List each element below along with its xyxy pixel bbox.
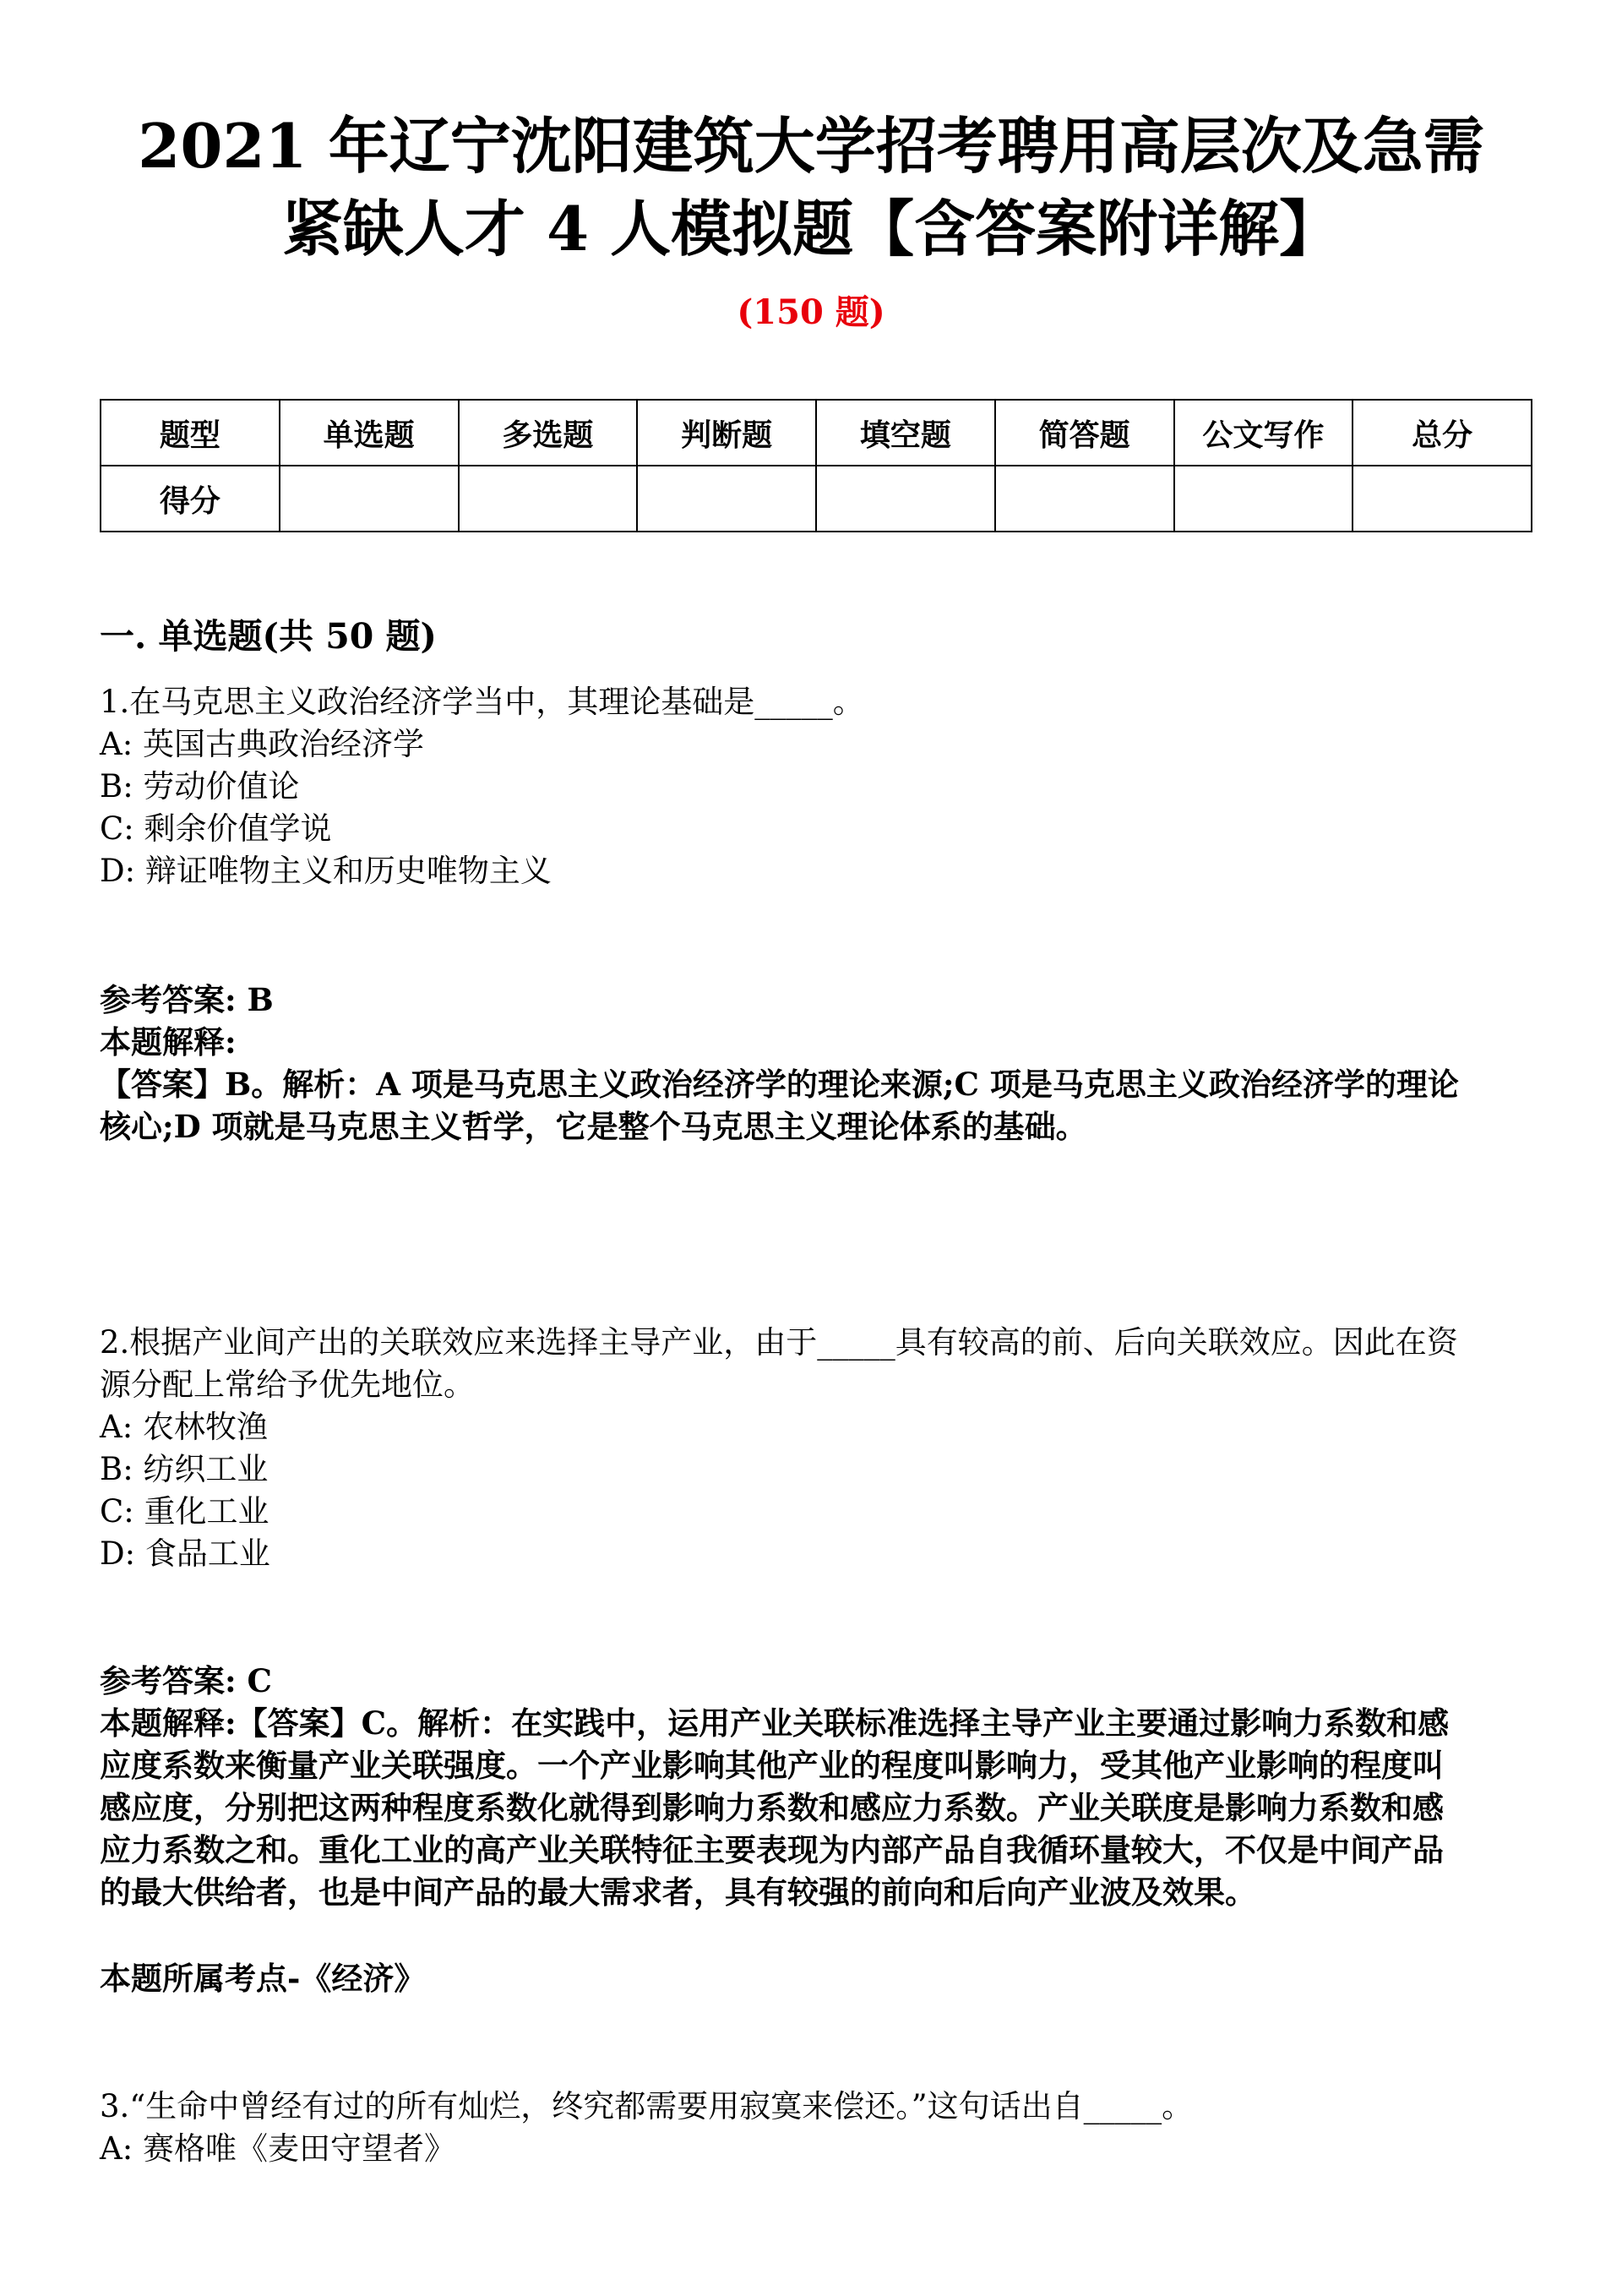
question-3-option-a: A: 赛格唯《麦田守望者》 (100, 2130, 455, 2167)
section-heading: 一. 单选题(共 50 题) (100, 616, 437, 657)
question-1-explanation: 【答案】B。解析：A 项是马克思主义政治经济学的理论来源;C 项是马克思主义政治经济学的理论 (100, 1066, 1459, 1103)
score-cell (995, 466, 1174, 532)
score-table (100, 399, 1532, 532)
question-2-option-d: D: 食品工业 (100, 1535, 270, 1572)
question-2-explanation: 应力系数之和。重化工业的高产业关联特征主要表现为内部产品自我循环量较大，不仅是中间产品 (100, 1831, 1444, 1868)
question-2-explanation: 感应度，分别把这两种程度系数化就得到影响力系数和感应力系数。产业关联度是影响力系数和感 (100, 1789, 1444, 1826)
question-1-option-a: A: 英国古典政治经济学 (100, 726, 424, 762)
question-2-stem: 源分配上常给予优先地位。 (100, 1366, 475, 1403)
question-1-option-c: C: 剩余价值学说 (100, 810, 332, 847)
question-2-explanation: 应度系数来衡量产业关联强度。一个产业影响其他产业的程度叫影响力，受其他产业影响的程度叫 (100, 1747, 1444, 1784)
score-table-header: 单选题 (280, 400, 459, 466)
question-1-option-b: B: 劳动价值论 (100, 768, 300, 804)
score-cell (637, 466, 816, 532)
score-table-header: 总分 (1353, 400, 1532, 466)
score-table-header-row (101, 400, 1532, 466)
question-2-option-b: B: 纺织工业 (100, 1451, 269, 1487)
score-cell (1174, 466, 1353, 532)
score-table-header: 简答题 (995, 400, 1174, 466)
question-1-explanation: 核心;D 项就是马克思主义哲学，它是整个马克思主义理论体系的基础。 (100, 1108, 1087, 1145)
question-2-answer: 参考答案: C (100, 1662, 272, 1699)
score-cell (816, 466, 995, 532)
score-table-header: 公文写作 (1174, 400, 1353, 466)
score-cell (1353, 466, 1532, 532)
document-title-line-2: 紧缺人才 4 人模拟题【含答案附详解】 (281, 193, 1341, 265)
question-count: (150 题) (737, 292, 885, 332)
score-cell (459, 466, 638, 532)
question-2-explanation: 本题解释:【答案】C。解析：在实践中，运用产业关联标准选择主导产业主要通过影响力系数和感 (100, 1704, 1450, 1742)
document-title-line-1: 2021 年辽宁沈阳建筑大学招考聘用高层次及急需 (138, 110, 1484, 182)
score-row-label: 得分 (101, 466, 280, 532)
score-cell (280, 466, 459, 532)
score-table-score-row (101, 466, 1532, 532)
question-1-explain-label: 本题解释: (100, 1023, 237, 1061)
question-3-stem: 3.“生命中曾经有过的所有灿烂，终究都需要用寂寞来偿还。”这句话出自_____。 (100, 2088, 1194, 2124)
score-table-header: 填空题 (816, 400, 995, 466)
question-2-explanation: 的最大供给者，也是中间产品的最大需求者，具有较强的前向和后向产业波及效果。 (100, 1873, 1256, 1911)
question-2-topic: 本题所属考点-《经济》 (100, 1960, 426, 1997)
score-table-header: 题型 (101, 400, 280, 466)
question-1-stem: 1.在马克思主义政治经济学当中，其理论基础是_____。 (100, 684, 864, 720)
question-2-option-c: C: 重化工业 (100, 1493, 269, 1530)
score-table-header: 判断题 (637, 400, 816, 466)
question-1-option-d: D: 辩证唯物主义和历史唯物主义 (100, 853, 552, 889)
question-1-answer: 参考答案: B (100, 981, 274, 1018)
question-2-stem: 2.根据产业间产出的关联效应来选择主导产业，由于_____具有较高的前、后向关联效应。因此在资 (100, 1324, 1458, 1361)
score-table-header: 多选题 (459, 400, 638, 466)
question-2-option-a: A: 农林牧渔 (100, 1409, 268, 1445)
